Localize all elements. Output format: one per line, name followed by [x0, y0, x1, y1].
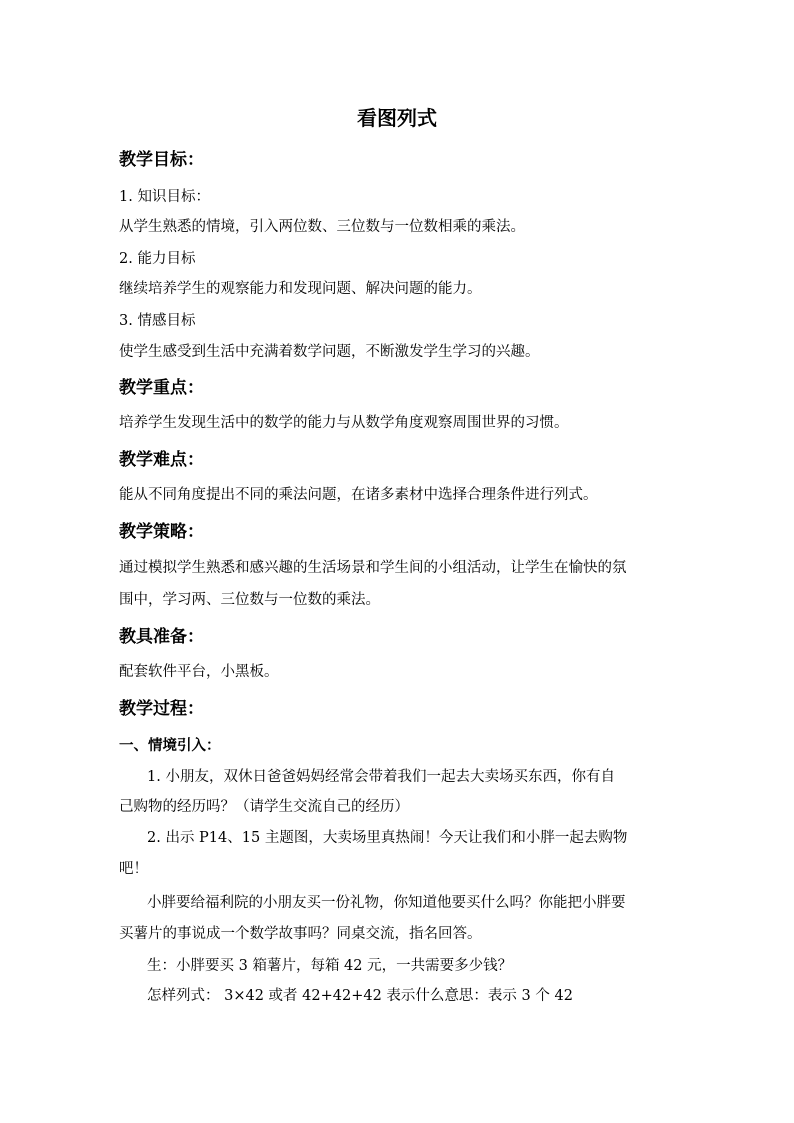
difficulties-heading: 教学难点： [119, 450, 204, 470]
objective-1-label: 1. 知识目标： [119, 189, 210, 205]
objective-3-text: 使学生感受到生活中充满着数学问题，不断激发学生学习的兴趣。 [119, 344, 540, 360]
objective-3-label: 3. 情感目标 [119, 313, 196, 329]
key-points-text: 培养学生发现生活中的数学的能力与从数学角度观察周围世界的习惯。 [119, 415, 569, 431]
strategy-text-line-2: 围中，学习两、三位数与一位数的乘法。 [119, 592, 380, 608]
key-points-heading: 教学重点： [119, 378, 204, 398]
objective-2-label: 2. 能力目标 [119, 251, 196, 267]
process-p1-line-1: 1. 小朋友，双休日爸爸妈妈经常会带着我们一起去大卖场买东西，你有自 [147, 769, 615, 785]
objective-2-text: 继续培养学生的观察能力和发现问题、解决问题的能力。 [119, 281, 482, 297]
strategy-text-line-1: 通过模拟学生熟悉和感兴趣的生活场景和学生间的小组活动，让学生在愉快的氛 [119, 560, 627, 576]
process-heading: 教学过程： [119, 699, 204, 719]
process-p1-line-2: 己购物的经历吗？（请学生交流自己的经历） [119, 799, 409, 815]
process-p4: 生：小胖要买 3 箱薯片，每箱 42 元，一共需要多少钱？ [147, 958, 513, 974]
objectives-heading: 教学目标： [119, 150, 204, 170]
materials-text: 配套软件平台，小黑板。 [119, 664, 279, 680]
process-subheading: 一、情境引入： [119, 737, 221, 754]
strategy-heading: 教学策略： [119, 522, 204, 542]
process-p5: 怎样列式： 3×42 或者 42+42+42 表示什么意思：表示 3 个 42 [147, 988, 573, 1004]
objective-1-text: 从学生熟悉的情境，引入两位数、三位数与一位数相乘的乘法。 [119, 219, 525, 235]
document-title: 看图列式 [357, 106, 437, 130]
process-p3-line-2: 买薯片的事说成一个数学故事吗？同桌交流，指名回答。 [119, 926, 482, 942]
process-p2-line-2: 吧！ [119, 861, 148, 877]
materials-heading: 教具准备： [119, 627, 204, 647]
process-p3-line-1: 小胖要给福利院的小朋友买一份礼物，你知道他要买什么吗？你能把小胖要 [147, 895, 626, 911]
difficulties-text: 能从不同角度提出不同的乘法问题，在诸多素材中选择合理条件进行列式。 [119, 487, 598, 503]
process-p2-line-1: 2. 出示 P14、15 主题图，大卖场里真热闹！今天让我们和小胖一起去购物 [147, 830, 628, 846]
